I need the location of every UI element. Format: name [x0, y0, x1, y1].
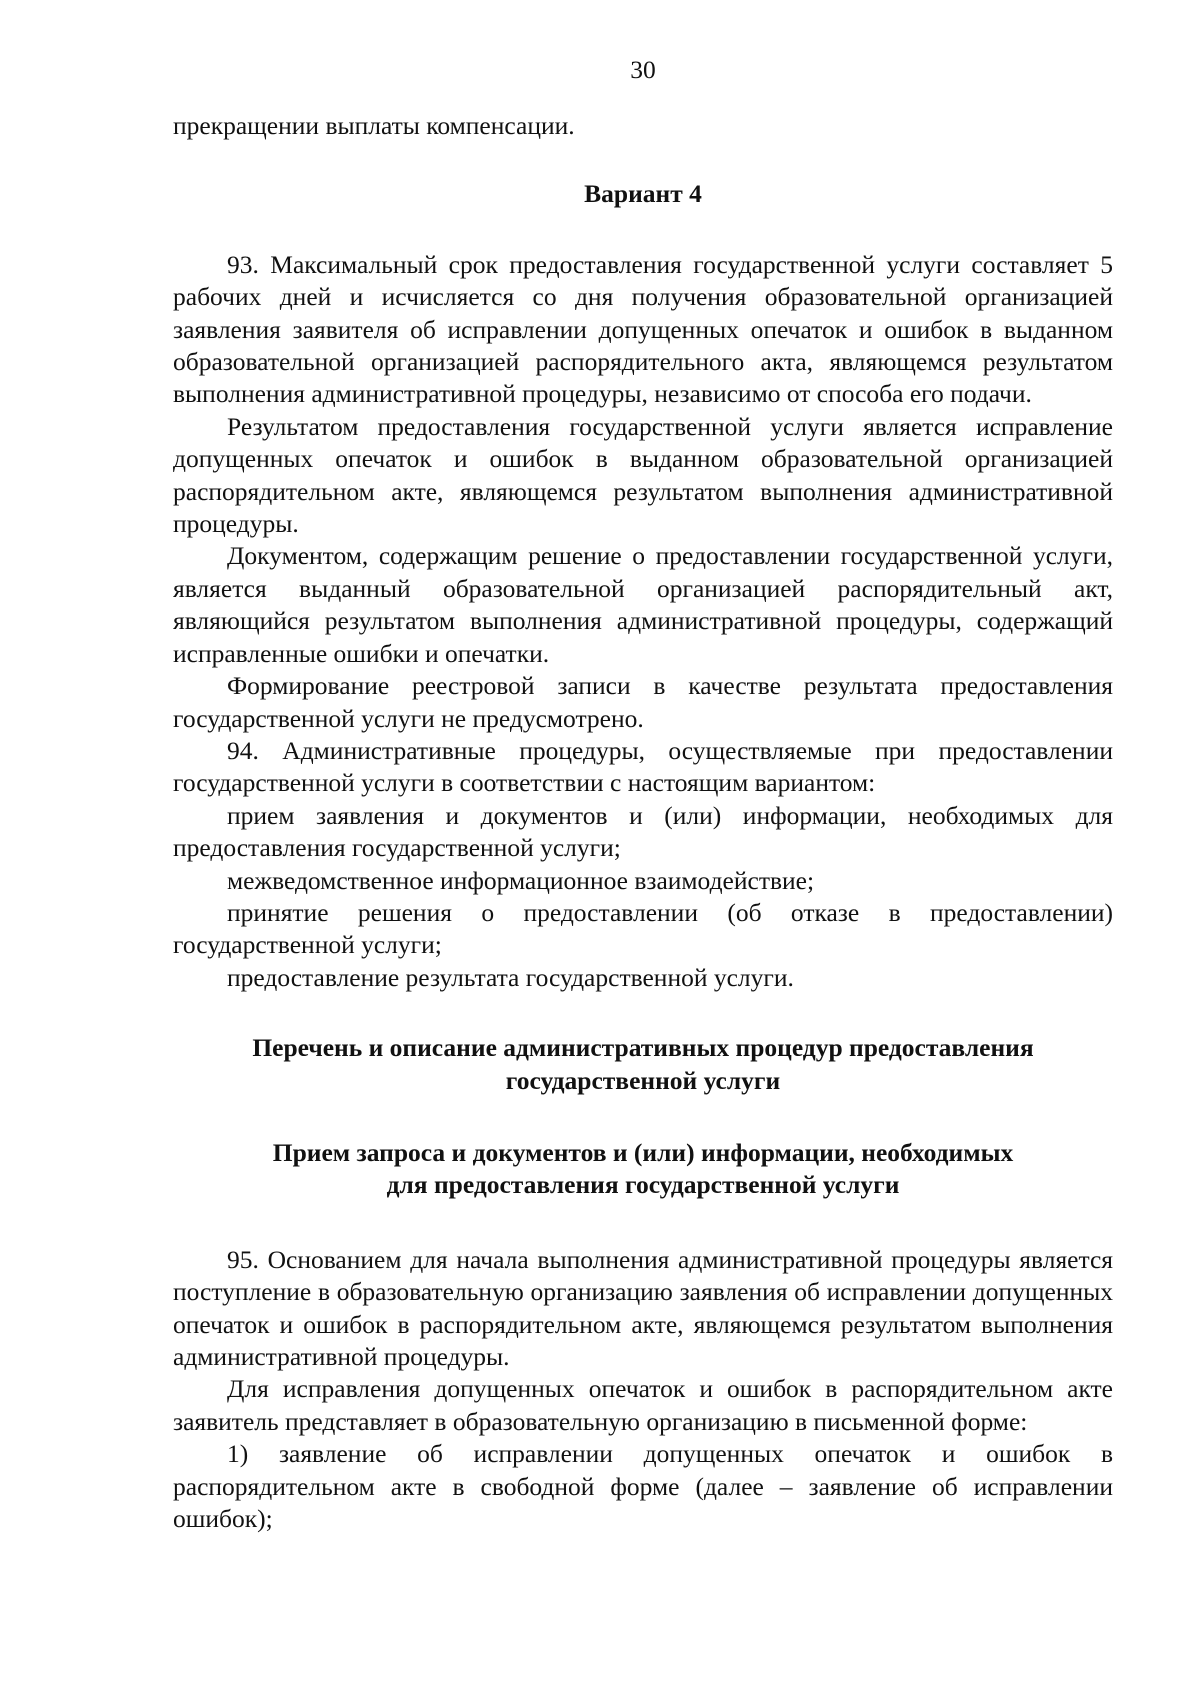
paragraph-93-registry: Формирование реестровой записи в качестве результата предоставления государственной услуги не предусмотрено.	[173, 671, 1113, 733]
page-number: 30	[630, 55, 656, 84]
reception-heading	[173, 1137, 1113, 1202]
paragraph-94-item-1: прием заявления и документов и (или) информации, необходимых для предоставления государственной услуги;	[173, 800, 1113, 863]
paragraph-95: 95. Основанием для начала выполнения административной процедуры является поступление в образовательную организацию заявления об исправлении допущенных опечаток и ошибок в распорядительном акте, являющемся результатом выполнения административной процедуры.	[173, 1244, 1113, 1371]
reception-heading-line-1: Прием запроса и документов и (или) информации, необходимых	[272, 1137, 1014, 1167]
paragraph-95-documents: Для исправления допущенных опечаток и ошибок в распорядительном акте заявитель представляет в образовательную организацию в письменной форме:	[173, 1374, 1113, 1436]
paragraph-93-result: Результатом предоставления государственной услуги является исправление допущенных опечаток и ошибок в выданном образовательной организацией распорядительном акте, являющемся результатом выполнения административной процедуры.	[173, 411, 1113, 539]
paragraph-94-item-4: предоставление результата государственной услуги.	[227, 962, 794, 992]
procedures-list-heading-line-2: государственной услуги	[505, 1065, 781, 1095]
continuation-paragraph: прекращении выплаты компенсации.	[173, 111, 575, 140]
paragraph-93-document: Документом, содержащим решение о предоставлении государственной услуги, является выданный образовательной организацией распорядительный акт, являющийся результатом выполнения административной процедуры, содержащий исправленные ошибки и опечатки.	[173, 541, 1113, 668]
procedures-list-heading-line-1: Перечень и описание административных процедур предоставления	[252, 1033, 1034, 1063]
procedures-list-heading	[173, 1032, 1113, 1097]
reception-heading-line-2: для предоставления государственной услуги	[386, 1170, 900, 1200]
paragraph-93: 93. Максимальный срок предоставления государственной услуги составляет 5 рабочих дней и исчисляется со дня получения образовательной организацией заявления заявителя об исправлении допущенных опечаток и ошибок в выданном образовательной организацией распорядительного акта, являющемся результатом выполнения административной процедуры, независимо от способа его подачи.	[173, 249, 1113, 409]
paragraph-95-item-1: 1) заявление об исправлении допущенных опечаток и ошибок в распорядительном акте в свободной форме (далее – заявление об исправлении ошибок);	[173, 1439, 1113, 1534]
paragraph-94-item-2: межведомственное информационное взаимодействие;	[227, 865, 815, 895]
variant-heading: Вариант 4	[584, 179, 702, 209]
paragraph-94-item-3: принятие решения о предоставлении (об отказе в предоставлении) государственной услуги;	[173, 897, 1113, 960]
paragraph-94: 94. Административные процедуры, осуществляемые при предоставлении государственной услуги в соответствии с настоящим вариантом:	[173, 735, 1113, 798]
